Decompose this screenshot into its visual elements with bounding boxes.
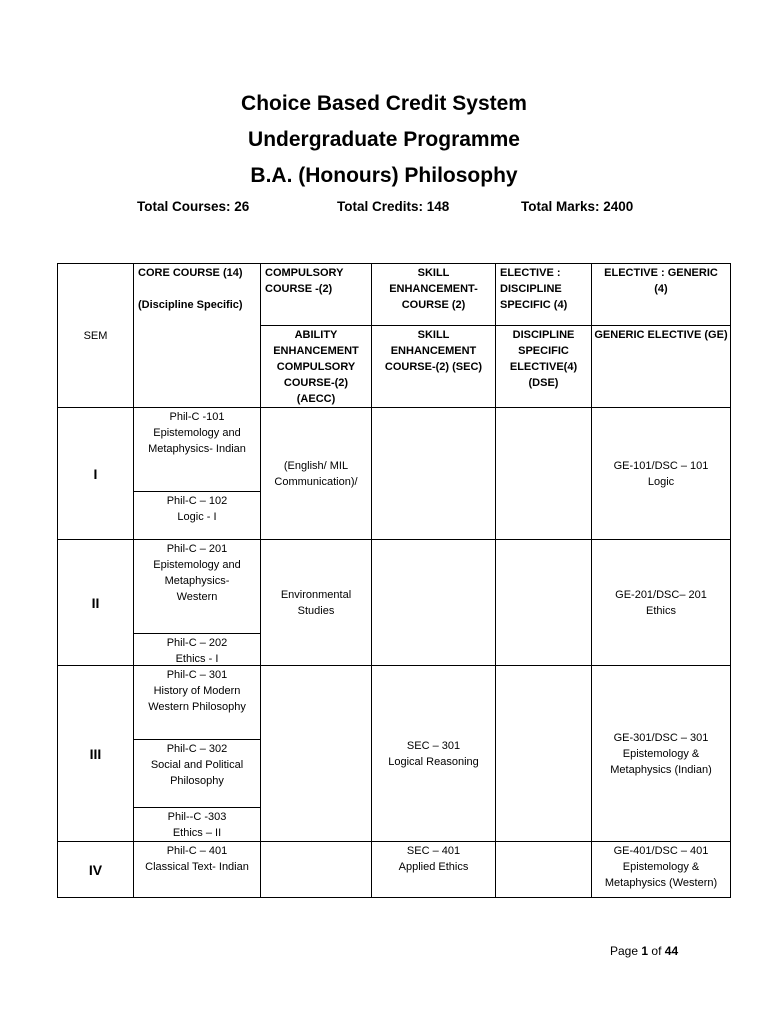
aecc-subheader: ABILITY ENHANCEMENT COMPULSORY COURSE-(2) (AECC) (260, 325, 372, 408)
sem-1-ge: GE-101/DSC – 101 Logic (591, 407, 731, 540)
elective-dse-header: ELECTIVE : DISCIPLINE SPECIFIC (4) (495, 263, 592, 326)
sec-subheader: SKILL ENHANCEMENT COURSE-(2) (SEC) (371, 325, 496, 408)
sem-4-sec: SEC – 401 Applied Ethics (371, 841, 496, 898)
dse-subheader: DISCIPLINE SPECIFIC ELECTIVE(4) (DSE) (495, 325, 592, 408)
title-line-2: Undergraduate Programme (248, 128, 520, 151)
sem-2-ge: GE-201/DSC– 201 Ethics (591, 539, 731, 666)
of-word: of (651, 944, 662, 958)
sem-2-dse (495, 539, 592, 666)
ge-subheader: GENERIC ELECTIVE (GE) (591, 325, 731, 408)
sem-4-dse (495, 841, 592, 898)
page-footer (610, 944, 678, 958)
sem-3-dse (495, 665, 592, 842)
sem-4-aecc (260, 841, 372, 898)
title-line-3: B.A. (Honours) Philosophy (250, 164, 518, 187)
sem-2-aecc: Environmental Studies (260, 539, 372, 666)
sem-2-core-2: Phil-C – 202 Ethics - I (133, 633, 261, 666)
page-word: Page (610, 944, 639, 958)
sem-2-label: II (57, 539, 134, 666)
sem-4-label: IV (57, 841, 134, 898)
sem-3-sec: SEC – 301 Logical Reasoning (371, 665, 496, 842)
sem-3-core-2: Phil-C – 302 Social and Political Philosophy (133, 739, 261, 808)
skill-header: SKILL ENHANCEMENT- COURSE (2) (371, 263, 496, 326)
core-header: CORE COURSE (14) (138, 267, 243, 279)
sem-3-aecc (260, 665, 372, 842)
sem-3-label: III (57, 665, 134, 842)
elective-ge-header: ELECTIVE : GENERIC (4) (591, 263, 731, 326)
sem-1-dse (495, 407, 592, 540)
sem-3-core-3: Phil--C -303 Ethics – II (133, 807, 261, 842)
sem-1-core-2: Phil-C – 102 Logic - I (133, 491, 261, 540)
total-courses: Total Courses: 26 (137, 199, 250, 214)
title-line-1: Choice Based Credit System (241, 92, 527, 115)
sem-2-sec (371, 539, 496, 666)
sem-3-core-1: Phil-C – 301 History of Modern Western Philosophy (133, 665, 261, 740)
sem-header: SEM (57, 263, 134, 408)
page-number: 1 (641, 944, 649, 958)
total-credits: Total Credits: 148 (337, 199, 450, 214)
core-header-cell (133, 263, 261, 408)
sem-3-ge: GE-301/DSC – 301 Epistemology & Metaphysics (Indian) (591, 665, 731, 842)
sem-2-core-1: Phil-C – 201 Epistemology and Metaphysics- Western (133, 539, 261, 634)
total-marks: Total Marks: 2400 (521, 199, 634, 214)
sem-4-ge: GE-401/DSC – 401 Epistemology & Metaphysics (Western) (591, 841, 731, 898)
core-subheader: (Discipline Specific) (138, 299, 243, 311)
page-total: 44 (664, 944, 679, 958)
sem-1-aecc: (English/ MIL Communication)/ (260, 407, 372, 540)
sem-4-core-1: Phil-C – 401 Classical Text- Indian (133, 841, 261, 898)
compulsory-header: COMPULSORY COURSE -(2) (260, 263, 372, 326)
sem-1-core-1: Phil-C -101 Epistemology and Metaphysics- Indian (133, 407, 261, 492)
sem-1-sec (371, 407, 496, 540)
sem-1-label: I (57, 407, 134, 540)
